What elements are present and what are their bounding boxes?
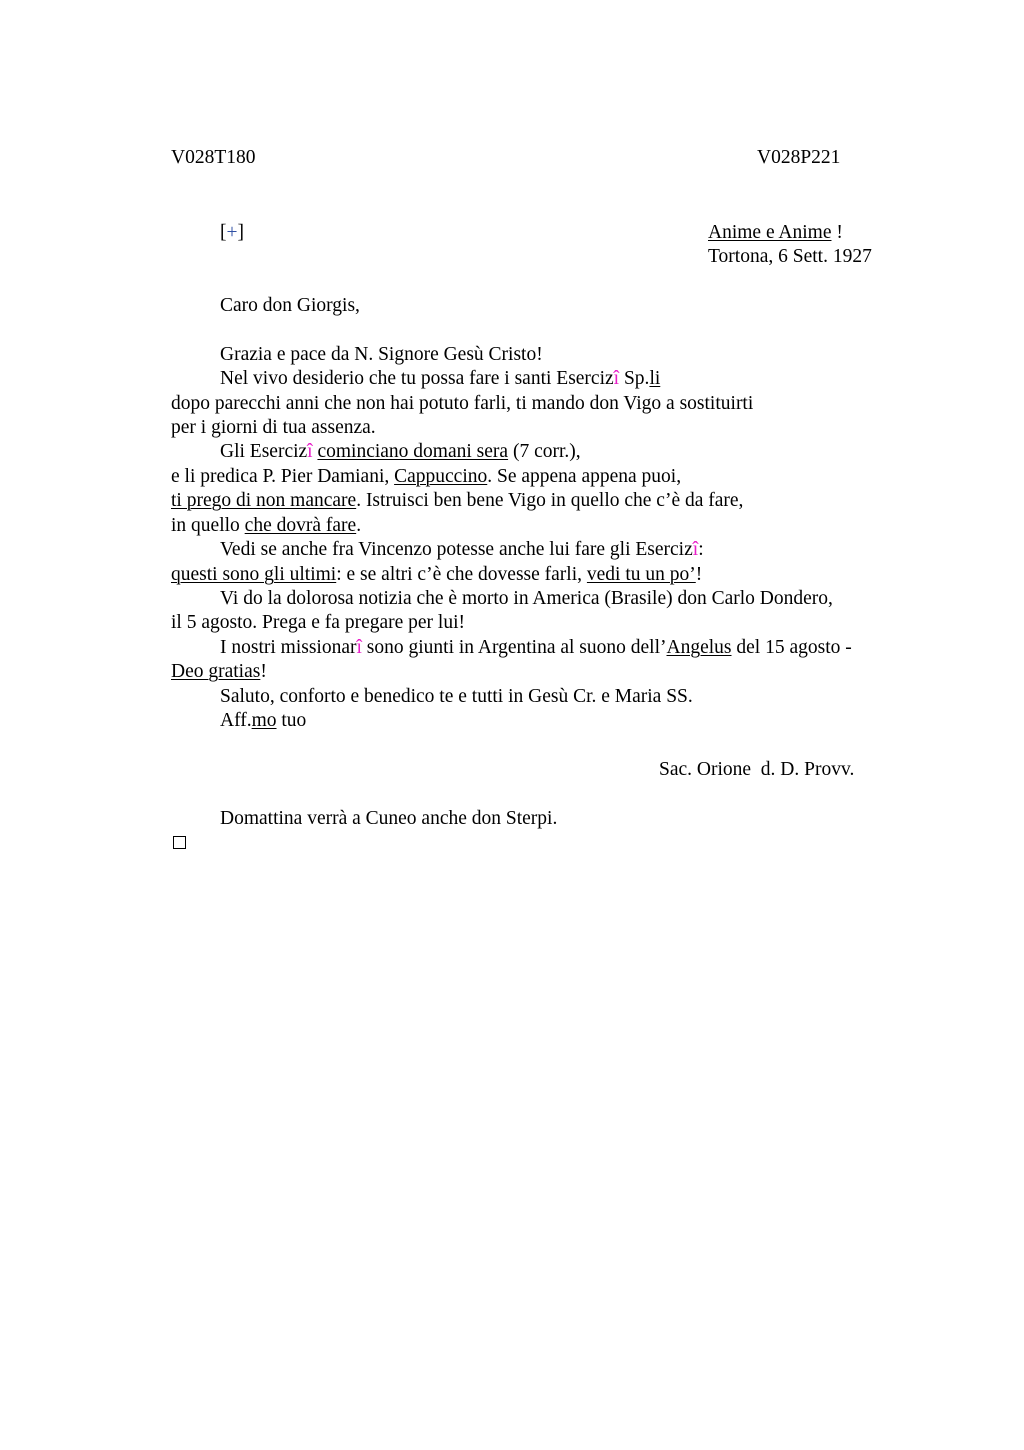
document-code-left: V028T180 [171, 147, 256, 168]
body-line [171, 563, 702, 587]
text-run: Aff. [220, 710, 252, 731]
text-run: ! [260, 661, 267, 682]
motto-text: Anime e Anime [708, 222, 832, 243]
cross-bracket-open: [ [220, 222, 227, 243]
body-line: per i giorni di tua assenza. [171, 417, 376, 438]
document-code-right: V028P221 [757, 147, 841, 168]
text-run: : [698, 539, 704, 560]
cross-symbol: + [226, 222, 238, 243]
body-line [220, 636, 852, 660]
body-line: il 5 agosto. Prega e fa pregare per lui! [171, 612, 466, 633]
signature: Sac. Orione d. D. Provv. [659, 759, 855, 780]
salutation: Caro don Giorgis, [220, 295, 360, 316]
underlined-text: Deo gratias [171, 661, 261, 682]
accent-mark: î [692, 539, 699, 560]
body-line [171, 465, 681, 489]
underlined-text: Cappuccino [394, 466, 488, 487]
end-box-icon [173, 836, 186, 849]
text-run: Nel vivo desiderio che tu possa fare i santi Eserciz [220, 368, 614, 389]
underlined-text: mo [251, 710, 277, 731]
text-run: . Istruisci ben bene Vigo in quello che c’è da fare, [356, 490, 744, 511]
text-run: Vedi se anche fra Vincenzo potesse anche lui fare gli Eserciz [220, 539, 693, 560]
postscript: Domattina verrà a Cuneo anche don Sterpi. [220, 808, 558, 829]
body-line: Grazia e pace da N. Signore Gesù Cristo! [220, 344, 543, 365]
accent-mark: î [307, 441, 313, 462]
body-line: Saluto, conforto e benedico te e tutti in Gesù Cr. e Maria SS. [220, 686, 693, 707]
closing [220, 709, 306, 733]
cross-bracket-close: ] [237, 222, 244, 243]
underlined-text: questi sono gli ultimi [171, 564, 337, 585]
text-run: . [356, 515, 362, 536]
underlined-text: vedi tu un po’ [586, 564, 696, 585]
body-line [220, 440, 581, 464]
text-run: (7 corr.), [508, 441, 581, 462]
underlined-text: ti prego di non mancare [171, 490, 357, 511]
text-run: Sp. [619, 368, 650, 389]
motto-punct: ! [831, 222, 843, 243]
text-run: sono giunti in Argentina al suono dell’ [361, 637, 667, 658]
text-run: Gli Eserciz [220, 441, 308, 462]
place-date: Tortona, 6 Sett. 1927 [708, 246, 872, 267]
text-run: ! [695, 564, 703, 585]
underlined-text: li [649, 368, 661, 389]
text-run: . Se appena appena puoi, [487, 466, 682, 487]
body-line [220, 367, 660, 391]
text-run: : e se altri c’è che dovesse farli, [336, 564, 587, 585]
text-run: tuo [276, 710, 307, 731]
text-run: e li predica P. Pier Damiani, [171, 466, 395, 487]
body-line [171, 489, 743, 513]
text-run: in quello [171, 515, 245, 536]
underlined-text: Angelus [666, 637, 732, 658]
accent-mark: î [356, 637, 362, 658]
underlined-text: che dovrà fare [244, 515, 357, 536]
accent-mark: î [613, 368, 620, 389]
body-line: Vi do la dolorosa notizia che è morto in America (Brasile) don Carlo Dondero, [220, 588, 833, 609]
motto [708, 221, 843, 245]
cross-mark [220, 221, 244, 245]
body-line [171, 514, 361, 538]
body-line [171, 660, 267, 684]
body-line [220, 538, 704, 562]
text-run: del 15 agosto - [731, 637, 852, 658]
text-run: I nostri missionar [220, 637, 357, 658]
body-line: dopo parecchi anni che non hai potuto farli, ti mando don Vigo a sostituirti [171, 393, 754, 414]
underlined-text: cominciano domani sera [317, 441, 509, 462]
